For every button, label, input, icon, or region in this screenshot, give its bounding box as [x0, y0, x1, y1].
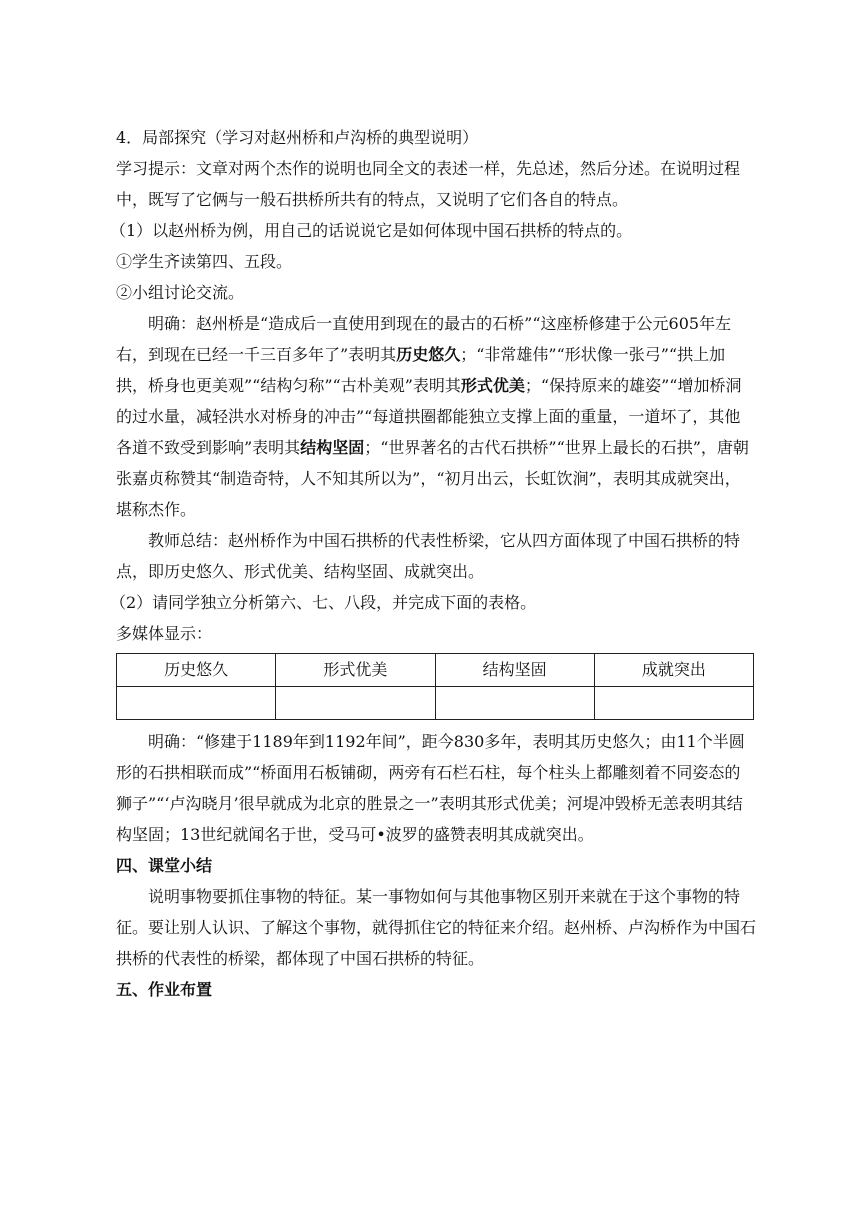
media-label: 多媒体显示： [116, 624, 213, 643]
answer-1-part2: ；“非常雄伟”“形状像一张弓”“拱上加拱，桥身也更美观”“结构匀称”“古朴美观”表明其 [116, 345, 726, 395]
table-header-cell: 形式优美 [276, 654, 435, 687]
table-cell [276, 687, 435, 720]
table-header-cell: 历史悠久 [117, 654, 276, 687]
feature-table [116, 653, 754, 720]
teacher-summary: 教师总结：赵州桥作为中国石拱桥的代表性桥梁，它从四方面体现了中国石拱桥的特点，即历史悠久、形式优美、结构坚固、成就突出。 [116, 531, 741, 581]
answer-1-part4: ；“世界著名的古代石拱桥”“世界上最长的石拱”，唐朝张嘉贞称赞其“制造奇特，人不知其所以为”，“初月出云，长虹饮涧”，表明其成就突出，堪称杰作。 [116, 438, 749, 519]
document-page [110, 122, 757, 1005]
question-1: （1）以赵州桥为例，用自己的话说说它是如何体现中国石拱桥的特点的。 [110, 221, 633, 240]
answer-2: 明确：“修建于1189年到1192年间”，距今830多年，表明其历史悠久；由11个半圆形的石拱相联而成”“桥面用石板铺砌，两旁有石栏石柱，每个柱头上都雕刻着不同姿态的狮子”“‘卢沟晓月’很早就成为北京的胜景之一”表明其形式优美；河堤冲毁桥无恙表明其结构坚固；13世纪就闻名于世，受马可•波罗的盛赞表明其成就突出。 [116, 732, 745, 844]
table-cell [594, 687, 753, 720]
answer-1-bold-history: 历史悠久 [396, 345, 461, 364]
homework-heading: 五、作业布置 [116, 980, 213, 999]
learning-hint: 学习提示：文章对两个杰作的说明也同全文的表述一样，先总述，然后分述。在说明过程中，既写了它俩与一般石拱桥所共有的特点，又说明了它们各自的特点。 [116, 159, 741, 209]
answer-1-bold-form: 形式优美 [460, 376, 525, 395]
question-2: （2）请同学独立分析第六、七、八段，并完成下面的表格。 [110, 593, 537, 612]
table-row [117, 687, 754, 720]
table-header-cell: 结构坚固 [435, 654, 594, 687]
answer-1-bold-structure: 结构坚固 [300, 438, 365, 457]
table-cell [117, 687, 276, 720]
answer-1-part3: ；“保持原来的雄姿”“增加桥洞的过水量，减轻洪水对桥身的冲击”“每道拱圈都能独立支撑上面的重量，一道坏了，其他各道不致受到影响”表明其 [116, 376, 742, 457]
class-summary-body: 说明事物要抓住事物的特征。某一事物如何与其他事物区别开来就在于这个事物的特征。要让别人认识、了解这个事物，就得抓住它的特征来介绍。赵州桥、卢沟桥作为中国石拱桥的代表性的桥梁，都体现了中国石拱桥的特征。 [116, 887, 757, 968]
table-header-cell: 成就突出 [594, 654, 753, 687]
class-summary-heading: 四、课堂小结 [116, 856, 213, 875]
table-cell [435, 687, 594, 720]
step-1: ①学生齐读第四、五段。 [116, 252, 293, 271]
step-2: ②小组讨论交流。 [116, 283, 245, 302]
answer-1-part1: 明确：赵州桥是“造成后一直使用到现在的最古的石桥”“这座桥修建于公元605年左右，到现在已经一千三百多年了”表明其 [116, 314, 732, 364]
answer-1 [116, 308, 756, 525]
section-title: 4．局部探究（学习对赵州桥和卢沟桥的典型说明） [116, 128, 479, 147]
table-header-row [117, 654, 754, 687]
